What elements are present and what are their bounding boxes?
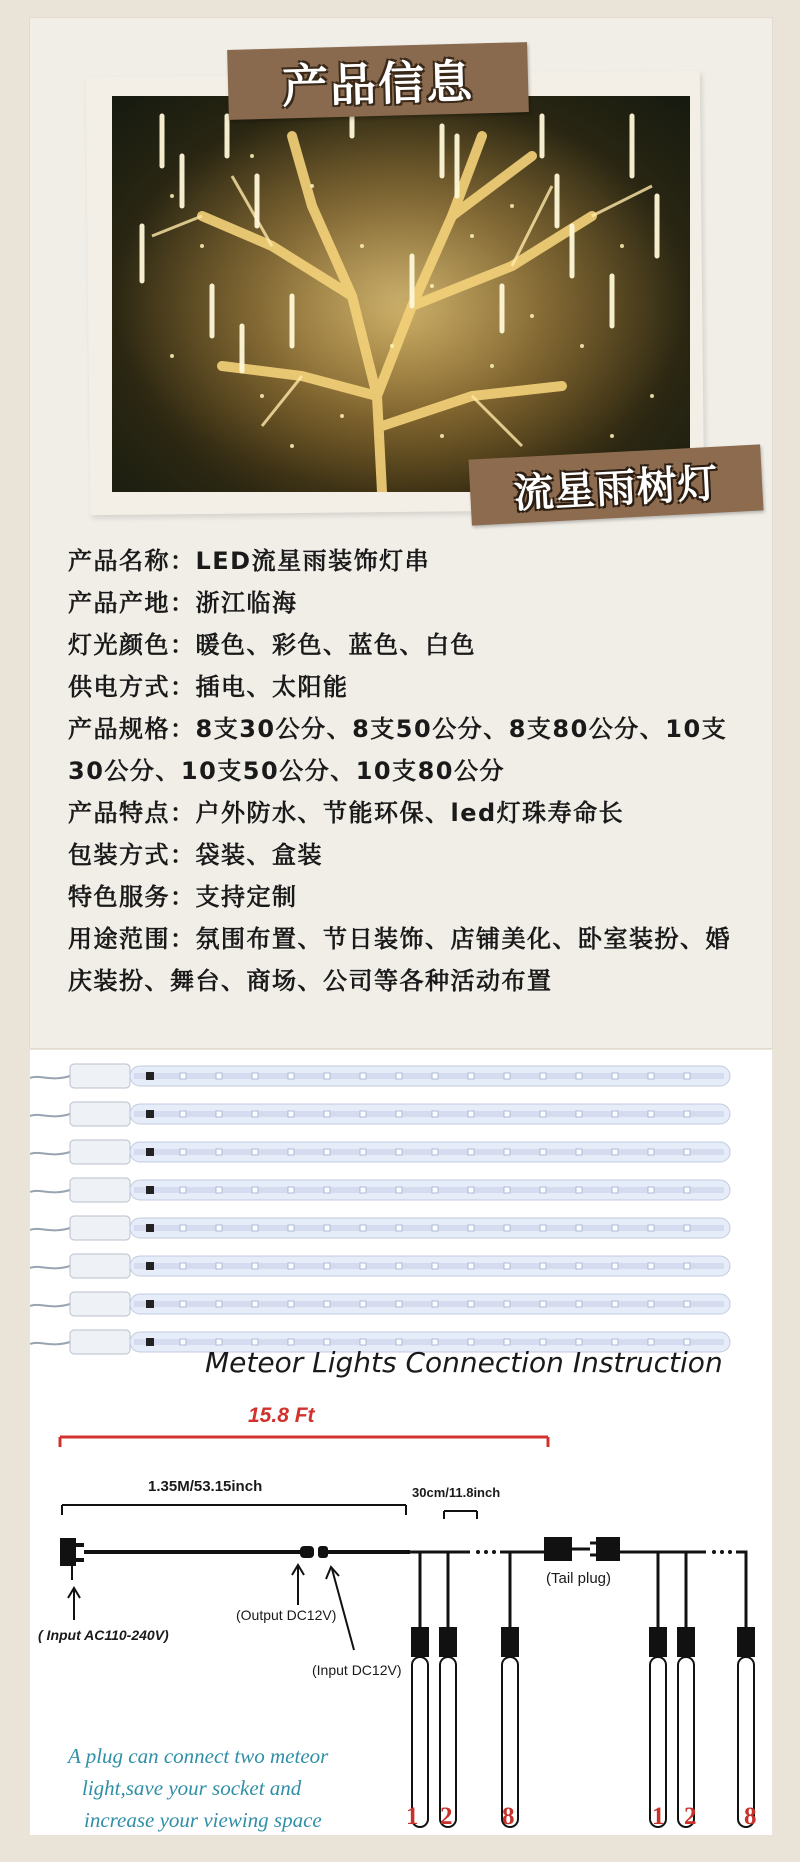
tube-number-8a: 8 — [502, 1803, 515, 1830]
tube-number-1b: 1 — [652, 1803, 665, 1830]
tube-number-8b: 8 — [744, 1803, 757, 1830]
meteor-tube — [678, 1657, 694, 1827]
led-tube — [30, 1216, 730, 1240]
spec-colors: 灯光颜色：暖色、彩色、蓝色、白色 — [68, 631, 476, 659]
spec-origin: 产品产地：浙江临海 — [68, 589, 298, 617]
cable-length-label: 1.35M/53.15inch — [148, 1478, 263, 1495]
led-tube — [30, 1178, 730, 1202]
led-tube — [30, 1102, 730, 1126]
meteor-tube — [412, 1657, 428, 1827]
spec-usage: 用途范围：氛围布置、节日装饰、店铺美化、卧室装扮、婚庆装扮、舞台、商场、公司等各种活动布置 — [68, 925, 731, 995]
tube-number-1a: 1 — [406, 1803, 419, 1830]
led-tube — [30, 1064, 730, 1088]
spacing-label: 30cm/11.8inch — [412, 1485, 501, 1500]
tube-connector — [649, 1627, 667, 1657]
meteor-tube — [502, 1657, 518, 1827]
note-line-1: A plug can connect two meteor — [68, 1744, 329, 1768]
meteor-tube — [738, 1657, 754, 1827]
tube-connector — [737, 1627, 755, 1657]
ac-plug-icon — [60, 1538, 76, 1566]
led-tube — [30, 1254, 730, 1278]
tubes-illustration — [30, 1050, 772, 1365]
lights-product-image — [30, 1050, 772, 1365]
spec-sizes: 产品规格：8支30公分、8支50公分、8支80公分、10支30公分、10支50公分、10支80公分 — [68, 715, 728, 785]
tail-plug-label: (Tail plug) — [546, 1570, 612, 1587]
led-tube — [30, 1292, 730, 1316]
tube-number-2a: 2 — [440, 1803, 453, 1830]
tree-illustration — [112, 96, 690, 492]
input-dc-label: (Input DC12V) — [312, 1662, 402, 1678]
spec-name: 产品名称：LED流星雨装饰灯串 — [68, 547, 431, 575]
output-dc-label: (Output DC12V) — [236, 1607, 337, 1623]
tube-connector — [677, 1627, 695, 1657]
spec-features: 产品特点：户外防水、节能环保、led灯珠寿命长 — [68, 799, 625, 827]
product-subtitle: 流星雨树灯 — [512, 460, 720, 517]
total-length-label: 15.8 Ft — [248, 1404, 315, 1427]
input-ac-label: ( Input AC110-240V) — [38, 1627, 169, 1643]
tube-connector — [439, 1627, 457, 1657]
meteor-tube — [440, 1657, 456, 1827]
meteor-tubes — [411, 1627, 755, 1827]
tail-plug-icon — [544, 1537, 572, 1561]
note-line-3: increase your viewing space — [84, 1808, 322, 1832]
page-title: 产品信息 — [281, 54, 475, 114]
tube-connector — [411, 1627, 429, 1657]
meteor-tree-photo — [112, 96, 690, 492]
note-line-2: light,save your socket and — [82, 1776, 302, 1800]
led-tube — [30, 1140, 730, 1164]
plug-note — [68, 1740, 388, 1836]
instruction-title: Meteor Lights Connection Instruction — [205, 1346, 723, 1379]
tube-connector — [501, 1627, 519, 1657]
tube-number-2b: 2 — [684, 1803, 697, 1830]
spec-power: 供电方式：插电、太阳能 — [68, 673, 349, 701]
meteor-tube — [650, 1657, 666, 1827]
spec-list — [68, 540, 748, 1002]
spec-service: 特色服务：支持定制 — [68, 883, 298, 911]
spec-packaging: 包装方式：袋装、盒装 — [68, 841, 323, 869]
